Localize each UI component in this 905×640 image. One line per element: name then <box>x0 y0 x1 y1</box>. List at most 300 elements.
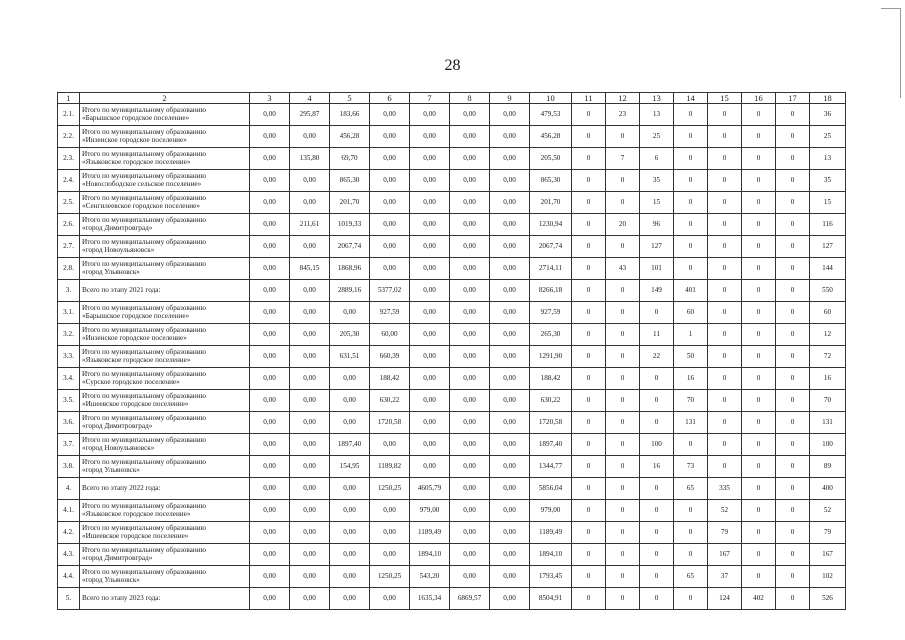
value-cell: 0,00 <box>330 412 370 434</box>
value-cell: 0 <box>606 522 640 544</box>
value-cell: 0 <box>708 192 742 214</box>
value-cell: 0,00 <box>290 522 330 544</box>
value-cell: 0 <box>708 456 742 478</box>
value-cell: 72 <box>810 346 846 368</box>
value-cell: 135,80 <box>290 148 330 170</box>
value-cell: 0 <box>742 192 776 214</box>
row-label-line2: «город Димитровград» <box>82 553 153 562</box>
value-cell: 205,30 <box>330 324 370 346</box>
value-cell: 1344,77 <box>530 456 572 478</box>
value-cell: 0,00 <box>250 170 290 192</box>
value-cell: 0,00 <box>490 302 530 324</box>
value-cell: 0 <box>572 522 606 544</box>
value-cell: 0 <box>742 522 776 544</box>
row-label <box>80 456 250 478</box>
row-label <box>80 148 250 170</box>
value-cell: 0 <box>708 434 742 456</box>
row-label-line2: «Инзенское городское поселение» <box>82 135 187 144</box>
value-cell: 0,00 <box>410 368 450 390</box>
row-label-line2: «Ишеевское городское поселение» <box>82 531 189 540</box>
value-cell: 35 <box>640 170 674 192</box>
value-cell: 0 <box>572 412 606 434</box>
row-label <box>80 368 250 390</box>
value-cell: 79 <box>810 522 846 544</box>
value-cell: 0 <box>742 456 776 478</box>
data-table <box>57 92 846 610</box>
row-label-line2: «город Димитровград» <box>82 421 153 430</box>
value-cell: 456,28 <box>530 126 572 148</box>
value-cell: 0,00 <box>370 500 410 522</box>
value-cell: 101 <box>640 258 674 280</box>
row-label <box>80 500 250 522</box>
value-cell: 0,00 <box>330 522 370 544</box>
value-cell: 0 <box>572 324 606 346</box>
value-cell: 0,00 <box>250 456 290 478</box>
value-cell: 5856,04 <box>530 478 572 500</box>
value-cell: 0,00 <box>370 148 410 170</box>
value-cell: 0 <box>708 368 742 390</box>
value-cell: 0 <box>776 280 810 302</box>
value-cell: 1291,90 <box>530 346 572 368</box>
value-cell: 102 <box>810 566 846 588</box>
value-cell: 43 <box>606 258 640 280</box>
value-cell: 65 <box>674 566 708 588</box>
row-label-line1: Итого по муниципальному образованию <box>82 127 206 136</box>
value-cell: 0,00 <box>290 346 330 368</box>
value-cell: 12 <box>810 324 846 346</box>
value-cell: 0,00 <box>490 126 530 148</box>
row-label-line1: Итого по муниципальному образованию <box>82 325 206 334</box>
row-index: 3.5. <box>58 390 80 412</box>
value-cell: 0 <box>572 214 606 236</box>
value-cell: 0 <box>606 368 640 390</box>
value-cell: 0 <box>742 236 776 258</box>
value-cell: 0 <box>674 170 708 192</box>
table-row <box>58 544 846 566</box>
value-cell: 70 <box>674 390 708 412</box>
value-cell: 0 <box>742 478 776 500</box>
value-cell: 0 <box>572 280 606 302</box>
value-cell: 0,00 <box>450 544 490 566</box>
value-cell: 631,51 <box>330 346 370 368</box>
value-cell: 0,00 <box>450 346 490 368</box>
value-cell: 0,00 <box>250 412 290 434</box>
table-row <box>58 434 846 456</box>
value-cell: 0 <box>674 544 708 566</box>
value-cell: 0 <box>606 236 640 258</box>
row-index: 3.8. <box>58 456 80 478</box>
value-cell: 0 <box>776 566 810 588</box>
value-cell: 0 <box>708 126 742 148</box>
value-cell: 0 <box>572 456 606 478</box>
value-cell: 1230,94 <box>530 214 572 236</box>
row-label <box>80 434 250 456</box>
value-cell: 1189,49 <box>530 522 572 544</box>
column-header: 9 <box>490 93 530 104</box>
value-cell: 16 <box>640 456 674 478</box>
value-cell: 0 <box>776 500 810 522</box>
value-cell: 0 <box>742 544 776 566</box>
value-cell: 70 <box>810 390 846 412</box>
value-cell: 15 <box>640 192 674 214</box>
value-cell: 0,00 <box>410 192 450 214</box>
value-cell: 0,00 <box>450 236 490 258</box>
value-cell: 2714,11 <box>530 258 572 280</box>
value-cell: 1894,10 <box>530 544 572 566</box>
value-cell: 543,20 <box>410 566 450 588</box>
value-cell: 8266,18 <box>530 280 572 302</box>
value-cell: 0 <box>776 478 810 500</box>
row-index: 4.4. <box>58 566 80 588</box>
value-cell: 0 <box>572 148 606 170</box>
table-row <box>58 280 846 302</box>
value-cell: 0 <box>776 126 810 148</box>
value-cell: 0,00 <box>250 324 290 346</box>
table-row <box>58 390 846 412</box>
value-cell: 188,42 <box>530 368 572 390</box>
value-cell: 0 <box>776 346 810 368</box>
row-label <box>80 280 250 302</box>
value-cell: 0 <box>776 302 810 324</box>
value-cell: 0 <box>742 214 776 236</box>
value-cell: 0,00 <box>490 412 530 434</box>
table-row <box>58 258 846 280</box>
row-label-line1: Итого по муниципальному образованию <box>82 413 206 422</box>
value-cell: 0 <box>606 588 640 610</box>
value-cell: 60 <box>674 302 708 324</box>
value-cell: 1720,58 <box>370 412 410 434</box>
value-cell: 0 <box>674 126 708 148</box>
value-cell: 0,00 <box>410 258 450 280</box>
value-cell: 335 <box>708 478 742 500</box>
value-cell: 0 <box>776 170 810 192</box>
value-cell: 0,00 <box>290 324 330 346</box>
value-cell: 1189,49 <box>410 522 450 544</box>
value-cell: 0,00 <box>410 126 450 148</box>
value-cell: 0,00 <box>290 566 330 588</box>
row-label-line1: Всего по этапу 2022 года: <box>82 483 161 492</box>
value-cell: 865,30 <box>530 170 572 192</box>
value-cell: 0,00 <box>370 170 410 192</box>
value-cell: 0,00 <box>250 258 290 280</box>
value-cell: 0 <box>572 126 606 148</box>
value-cell: 65 <box>674 478 708 500</box>
row-label <box>80 412 250 434</box>
row-label-line2: «Языковское городское поселение» <box>82 157 191 166</box>
value-cell: 0 <box>776 368 810 390</box>
value-cell: 23 <box>606 104 640 126</box>
value-cell: 0 <box>742 126 776 148</box>
value-cell: 0,00 <box>490 280 530 302</box>
value-cell: 0 <box>606 566 640 588</box>
row-label <box>80 126 250 148</box>
value-cell: 0,00 <box>490 500 530 522</box>
value-cell: 0 <box>776 214 810 236</box>
column-header: 18 <box>810 93 846 104</box>
value-cell: 0,00 <box>330 544 370 566</box>
value-cell: 0 <box>572 434 606 456</box>
value-cell: 0 <box>708 346 742 368</box>
row-label <box>80 478 250 500</box>
value-cell: 4605,79 <box>410 478 450 500</box>
value-cell: 0 <box>708 324 742 346</box>
value-cell: 0,00 <box>250 126 290 148</box>
value-cell: 100 <box>810 434 846 456</box>
value-cell: 0,00 <box>330 500 370 522</box>
value-cell: 0 <box>776 258 810 280</box>
value-cell: 400 <box>810 478 846 500</box>
value-cell: 0 <box>708 236 742 258</box>
table-row <box>58 566 846 588</box>
value-cell: 0,00 <box>490 170 530 192</box>
row-label-line1: Итого по муниципальному образованию <box>82 259 206 268</box>
table-row <box>58 104 846 126</box>
value-cell: 2889,16 <box>330 280 370 302</box>
row-label-line1: Итого по муниципальному образованию <box>82 347 206 356</box>
value-cell: 0,00 <box>410 434 450 456</box>
value-cell: 0 <box>606 412 640 434</box>
column-header: 13 <box>640 93 674 104</box>
column-header: 11 <box>572 93 606 104</box>
value-cell: 8504,91 <box>530 588 572 610</box>
value-cell: 11 <box>640 324 674 346</box>
value-cell: 0,00 <box>450 302 490 324</box>
value-cell: 927,59 <box>370 302 410 324</box>
row-label-line1: Итого по муниципальному образованию <box>82 435 206 444</box>
value-cell: 0 <box>674 148 708 170</box>
table-row <box>58 500 846 522</box>
column-header: 3 <box>250 93 290 104</box>
value-cell: 0,00 <box>490 368 530 390</box>
value-cell: 1250,25 <box>370 478 410 500</box>
value-cell: 13 <box>810 148 846 170</box>
value-cell: 1720,58 <box>530 412 572 434</box>
row-index: 2.5. <box>58 192 80 214</box>
column-header: 15 <box>708 93 742 104</box>
value-cell: 25 <box>810 126 846 148</box>
value-cell: 0 <box>708 170 742 192</box>
column-header: 4 <box>290 93 330 104</box>
value-cell: 0,00 <box>330 302 370 324</box>
row-label-line2: «Новослободское сельское поселение» <box>82 179 202 188</box>
value-cell: 0 <box>606 170 640 192</box>
row-label-line2: «Сурское городское поселение» <box>82 377 180 386</box>
value-cell: 100 <box>640 434 674 456</box>
page-number: 28 <box>444 57 461 74</box>
value-cell: 0,00 <box>450 214 490 236</box>
value-cell: 25 <box>640 126 674 148</box>
row-label-line2: «город Димитровград» <box>82 223 153 232</box>
value-cell: 456,28 <box>330 126 370 148</box>
value-cell: 0 <box>640 390 674 412</box>
value-cell: 402 <box>742 588 776 610</box>
value-cell: 0,00 <box>290 544 330 566</box>
value-cell: 0 <box>674 214 708 236</box>
value-cell: 16 <box>674 368 708 390</box>
value-cell: 0,00 <box>450 566 490 588</box>
row-label-line2: «Языковское городское поселение» <box>82 355 191 364</box>
row-index: 2.4. <box>58 170 80 192</box>
value-cell: 0 <box>640 500 674 522</box>
value-cell: 0,00 <box>490 522 530 544</box>
value-cell: 1793,45 <box>530 566 572 588</box>
row-label-line2: «Барышское городское поселение» <box>82 311 190 320</box>
value-cell: 183,66 <box>330 104 370 126</box>
value-cell: 1868,96 <box>330 258 370 280</box>
value-cell: 1 <box>674 324 708 346</box>
value-cell: 0,00 <box>450 280 490 302</box>
value-cell: 865,30 <box>330 170 370 192</box>
value-cell: 0,00 <box>410 346 450 368</box>
row-label-line2: «город Ульяновск» <box>82 465 140 474</box>
value-cell: 0,00 <box>450 324 490 346</box>
value-cell: 60,00 <box>370 324 410 346</box>
value-cell: 0,00 <box>290 434 330 456</box>
value-cell: 188,42 <box>370 368 410 390</box>
value-cell: 0,00 <box>290 500 330 522</box>
value-cell: 0,00 <box>450 192 490 214</box>
table-row <box>58 368 846 390</box>
value-cell: 0 <box>742 412 776 434</box>
value-cell: 0,00 <box>490 346 530 368</box>
value-cell: 0,00 <box>490 434 530 456</box>
value-cell: 0,00 <box>450 258 490 280</box>
column-header: 8 <box>450 93 490 104</box>
table-row <box>58 170 846 192</box>
value-cell: 6 <box>640 148 674 170</box>
value-cell: 0 <box>572 390 606 412</box>
value-cell: 1897,40 <box>330 434 370 456</box>
value-cell: 0,00 <box>330 368 370 390</box>
value-cell: 0,00 <box>410 170 450 192</box>
value-cell: 0,00 <box>450 478 490 500</box>
value-cell: 1897,40 <box>530 434 572 456</box>
row-label <box>80 104 250 126</box>
value-cell: 5377,02 <box>370 280 410 302</box>
row-label <box>80 258 250 280</box>
value-cell: 0 <box>572 170 606 192</box>
value-cell: 0,00 <box>490 390 530 412</box>
value-cell: 0,00 <box>370 544 410 566</box>
row-index: 3.3. <box>58 346 80 368</box>
row-label <box>80 214 250 236</box>
value-cell: 0,00 <box>450 522 490 544</box>
value-cell: 0,00 <box>450 500 490 522</box>
value-cell: 0,00 <box>450 434 490 456</box>
value-cell: 0,00 <box>330 478 370 500</box>
row-label <box>80 236 250 258</box>
value-cell: 0,00 <box>250 148 290 170</box>
value-cell: 0 <box>776 324 810 346</box>
value-cell: 0,00 <box>490 192 530 214</box>
value-cell: 0 <box>674 258 708 280</box>
value-cell: 0 <box>674 522 708 544</box>
value-cell: 0 <box>606 456 640 478</box>
value-cell: 13 <box>640 104 674 126</box>
row-label-line1: Итого по муниципальному образованию <box>82 567 206 576</box>
value-cell: 0,00 <box>410 302 450 324</box>
value-cell: 0 <box>640 302 674 324</box>
value-cell: 0,00 <box>250 588 290 610</box>
row-label-line2: «город Ульяновск» <box>82 267 140 276</box>
row-label-line2: «Сенгилеевское городское поселение» <box>82 201 200 210</box>
value-cell: 0,00 <box>290 456 330 478</box>
row-label-line2: «город Ульяновск» <box>82 575 140 584</box>
row-label <box>80 346 250 368</box>
value-cell: 0 <box>742 500 776 522</box>
value-cell: 0,00 <box>450 148 490 170</box>
value-cell: 0 <box>674 500 708 522</box>
value-cell: 0 <box>572 500 606 522</box>
value-cell: 0 <box>708 302 742 324</box>
value-cell: 50 <box>674 346 708 368</box>
value-cell: 0 <box>606 478 640 500</box>
value-cell: 0,00 <box>250 346 290 368</box>
row-label-line1: Итого по муниципальному образованию <box>82 457 206 466</box>
row-index: 2.6. <box>58 214 80 236</box>
value-cell: 205,50 <box>530 148 572 170</box>
value-cell: 149 <box>640 280 674 302</box>
column-header: 5 <box>330 93 370 104</box>
value-cell: 0,00 <box>250 566 290 588</box>
value-cell: 0 <box>674 192 708 214</box>
page-edge-mark-top <box>881 8 901 9</box>
column-header: 1 <box>58 93 80 104</box>
value-cell: 0 <box>776 588 810 610</box>
row-label <box>80 390 250 412</box>
value-cell: 0,00 <box>490 588 530 610</box>
value-cell: 96 <box>640 214 674 236</box>
value-cell: 0,00 <box>370 522 410 544</box>
value-cell: 0 <box>776 148 810 170</box>
row-index: 3.1. <box>58 302 80 324</box>
value-cell: 0,00 <box>250 302 290 324</box>
value-cell: 0 <box>742 346 776 368</box>
value-cell: 0,00 <box>370 214 410 236</box>
row-label <box>80 324 250 346</box>
value-cell: 89 <box>810 456 846 478</box>
value-cell: 0,00 <box>290 412 330 434</box>
value-cell: 0,00 <box>250 280 290 302</box>
value-cell: 0 <box>606 346 640 368</box>
value-cell: 0,00 <box>330 588 370 610</box>
value-cell: 0,00 <box>450 456 490 478</box>
value-cell: 201,70 <box>530 192 572 214</box>
row-index: 3.4. <box>58 368 80 390</box>
row-label-line2: «Ишеевское городское поселение» <box>82 399 189 408</box>
value-cell: 211,61 <box>290 214 330 236</box>
value-cell: 0,00 <box>450 170 490 192</box>
value-cell: 0,00 <box>410 390 450 412</box>
value-cell: 0 <box>742 280 776 302</box>
value-cell: 0,00 <box>290 302 330 324</box>
value-cell: 52 <box>810 500 846 522</box>
value-cell: 0 <box>640 544 674 566</box>
value-cell: 60 <box>810 302 846 324</box>
row-label-line1: Итого по муниципальному образованию <box>82 303 206 312</box>
value-cell: 0,00 <box>490 544 530 566</box>
value-cell: 0,00 <box>370 258 410 280</box>
table-row <box>58 302 846 324</box>
value-cell: 0,00 <box>250 522 290 544</box>
value-cell: 0 <box>708 280 742 302</box>
value-cell: 0 <box>674 104 708 126</box>
value-cell: 0 <box>776 390 810 412</box>
value-cell: 0 <box>708 104 742 126</box>
value-cell: 0 <box>640 588 674 610</box>
value-cell: 0,00 <box>290 280 330 302</box>
value-cell: 52 <box>708 500 742 522</box>
